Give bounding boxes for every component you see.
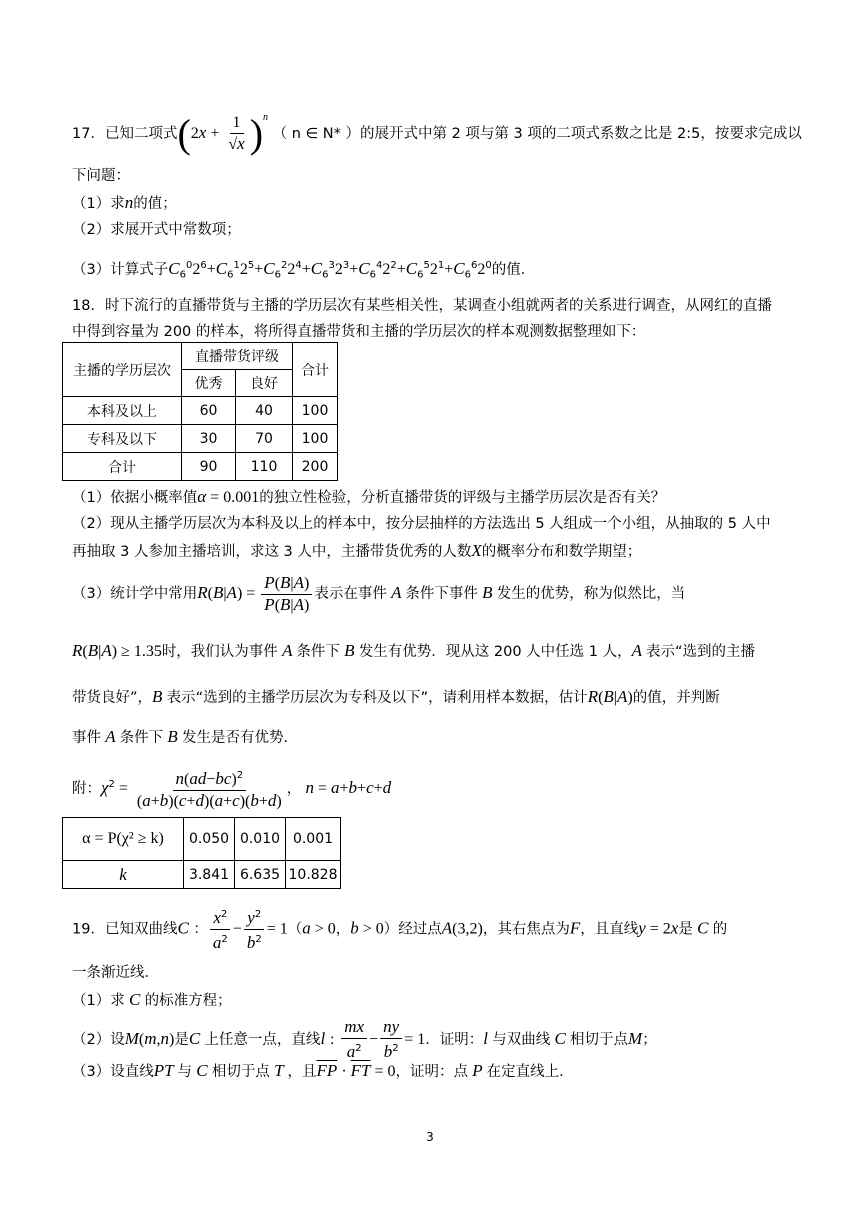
q19-part2: （2）设M(m,n)是C 上任意一点，直线l : $\frac{mx}{a^2}$ − $\frac{ny}{b^2}$ = 1．证明：l 与双曲线 C 相切于点M； [72, 1017, 657, 1061]
q17-prefix: 17．已知二项式 [72, 125, 178, 142]
alpha-label: α = P(χ² ≥ k) [63, 818, 184, 861]
q19-part1: （1）求 C 的标准方程； [72, 990, 232, 1009]
q17-condition: （ n ∈ N* ） [272, 125, 360, 142]
q17-part3: （3）计算式子$C_6^02^6+C_6^12^5+C_6^22^4+C_6^32^3+C_6^42^2+C_6^52^1+C_6^62^0$的值． [72, 258, 536, 281]
q18-part3-line4: 事件 A 条件下 B 发生是否有优势． [72, 727, 298, 746]
page-number: 3 [426, 1130, 434, 1144]
chi-square-formula: 附：$\chi^2$ = $\frac{n(ad-bc)^2}{(a+b)(c+d)(a+c)(b+d)}$ ， n = a+b+c+d [72, 760, 391, 810]
q18-part2-line2: 再抽取 3 人参加主播培训，求这 3 人中，主播带货优秀的人数X的概率分布和数学期望； [72, 541, 642, 560]
data-table [62, 342, 338, 481]
table-header-total: 合计 [293, 343, 338, 397]
table-header-good: 良好 [236, 370, 293, 397]
q17-text: 的展开式中第 2 项与第 3 项的二项式系数之比是 2:5，按要求完成以 [359, 125, 802, 142]
q18-line2: 中得到容量为 200 的样本，将所得直播带货和主播的学历层次的样本观测数据整理如下： [72, 324, 646, 340]
table-row: 合计 90 110 200 [63, 453, 338, 481]
table-header-row: 主播的学历层次 [63, 343, 182, 397]
q18-line1: 18．时下流行的直播带货与主播的学历层次有某些相关性，某调查小组就两者的关系进行调查，从网红的直播 [72, 298, 772, 314]
q17-line2: 下问题： [72, 168, 130, 184]
table-header-excellent: 优秀 [182, 370, 236, 397]
table-row: 本科及以上 60 40 100 [63, 397, 338, 425]
table-row: 专科及以下 30 70 100 [63, 425, 338, 453]
critical-value-table: α = P(χ² ≥ k) 0.050 0.010 0.001 k 3.841 6.635 10.828 [62, 817, 341, 889]
q17-part1: （1）求n的值； [72, 193, 177, 212]
q19-part3: （3）设直线PT 与 C 相切于点 T ，且$\overline{FP} \cdot \overline{FT} = 0$，证明：点 P 在定直线上． [72, 1061, 574, 1080]
q18-part1: （1）依据小概率值α = 0.001的独立性检验，分析直播带货的评级与主播学历层次是否有关？ [72, 487, 666, 506]
q19-line2: 一条渐近线． [72, 965, 159, 981]
q18-part3-line1: （3）统计学中常用R(B|A) = $\frac{P(B|A)}{P(\overline{B}|A)}$ 表示在事件 A 条件下事件 B 发生的优势，称为似然比，当 [72, 572, 686, 614]
q18-part3-line2: R(B|A) ≥ 1.35时，我们认为事件 A 条件下 B 发生有优势．现从这 200 人中任选 1 人，A 表示“选到的主播 [72, 641, 755, 660]
table-header-group: 直播带货评级 [182, 343, 293, 370]
fraction: $\frac{1}{√x}$ [228, 113, 245, 153]
q17-line1: 17．已知二项式(2x + $\frac{1}{√x}$ )$^n$ （ n ∈ N* ）的展开式中第 2 项与第 3 项的二项式系数之比是 2:5，按要求完成以 [72, 110, 802, 156]
q18-part2-line1: （2）现从主播学历层次为本科及以上的样本中，按分层抽样的方法选出 5 人组成一个小组，从抽取的 5 人中 [72, 516, 771, 532]
q19-line1: 19．已知双曲线C ： $\frac{x^2}{a^2}$ − $\frac{y^2}{b^2}$ = 1（a > 0，b > 0）经过点A(3,2)，其右焦点为F，且直线y = 2x是 C 的 [72, 905, 727, 949]
k-label: k [63, 861, 184, 889]
q17-part2: （2）求展开式中常数项； [72, 222, 241, 238]
q18-part3-line3: 带货良好”，B 表示“选到的主播学历层次为专科及以下”，请利用样本数据，估计R(B|A)的值，并判断 [72, 687, 720, 706]
